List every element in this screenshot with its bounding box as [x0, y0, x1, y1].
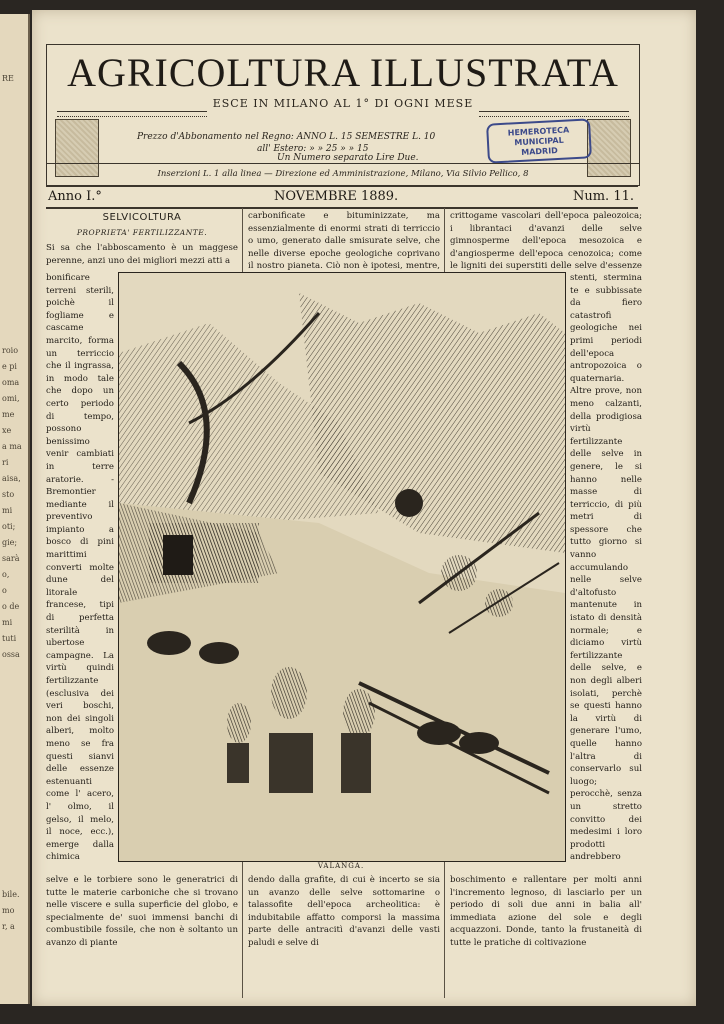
article-text: crittogame vascolari dell'epoca paleozoica; i librantaci d'avanzi delle selve gimnosperme dell'epoca mesozoica e d'angiosperme dell'epoca cenozoica; come le ligniti dei superstiti delle selve d'essenze — [450, 211, 642, 272]
price-estero: all' Estero: » » 25 » » 15 — [257, 144, 369, 154]
article-column-1-narrow — [46, 272, 114, 864]
stamp-line-1: HEMEROTECA — [507, 125, 570, 138]
edge-text-fragment: ossa — [2, 650, 20, 659]
edge-text-fragment: me — [2, 410, 15, 419]
edge-text-fragment: mi — [2, 618, 13, 627]
avalanche-illustration — [119, 273, 565, 861]
edge-text-fragment: RE — [2, 74, 14, 83]
section-subheading: PROPRIETA' FERTILIZZANTE. — [76, 227, 208, 237]
advertising-info: Inserzioni L. 1 alla linea — Direzione ed Amministrazione, Milano, Via Silvio Pellico, 8 — [157, 169, 529, 179]
edge-text-fragment: o — [2, 586, 7, 595]
edge-text-fragment: r, a — [2, 922, 15, 931]
stamp-line-3: MADRID — [521, 146, 559, 157]
edge-text-fragment: oti; — [2, 522, 16, 531]
subscription-prices — [137, 131, 435, 155]
vine-ornament-right — [479, 111, 629, 117]
edge-text-fragment: tuti — [2, 634, 17, 643]
masthead-subtitle: ESCE IN MILANO AL 1° DI OGNI MESE — [212, 97, 474, 110]
masthead — [46, 44, 640, 186]
article-text: bonificare terreni sterili, poichè il fogliame e cascame marcito, forma un terriccio che il ingrassa, in modo tale che dopo un certo periodo di tempo, possono benissimo venir cambiati in terre aratorie. - Bremontier mediante il preventivo impianto a bosco di pini marittimi converti molte dune del litorale francese, tipi di perfetta sterilità in ubertose campagne. La virtù quindi fertilizzante (esclusiva dei veri boschi, non dei singoli alberi, molto meno se fra questi sianvi delle essenze estenuanti come l' acero, l' olmo, il gelso, il melo, il noce, ecc.), emerge dalla chimica — [46, 273, 114, 863]
section-heading: SELVICOLTURA — [102, 212, 182, 223]
edge-text-fragment: mi — [2, 506, 13, 515]
article-column-2-bottom — [248, 874, 440, 1004]
figure-caption: VALANGA. — [317, 862, 365, 870]
article-column-3-top — [450, 210, 642, 272]
edge-text-fragment: omi, — [2, 394, 20, 403]
issue-year: Anno I.° — [48, 189, 102, 204]
price-regno: nel Regno: ANNO L. 15 SEMESTRE L. 10 — [244, 132, 436, 142]
adjacent-page-edge — [0, 14, 30, 1004]
edge-text-fragment: xe — [2, 426, 12, 435]
edge-text-fragment: o, — [2, 570, 10, 579]
issue-date: NOVEMBRE 1889. — [274, 189, 399, 204]
issue-number: Num. 11. — [572, 189, 634, 204]
edge-text-fragment: sarà — [2, 554, 20, 563]
vine-ornament-left — [57, 111, 207, 117]
article-text: boschimento e rallentare per molti anni l'incremento legnoso, di lasciarlo per un periodo di soli due anni in balia all' immediata azione del sole e degli acquazzoni. Donde, tanto la frustaneità di tutte le pratiche di coltivazione — [450, 875, 642, 948]
masthead-rule — [47, 163, 639, 164]
article-column-2-top — [248, 210, 440, 270]
issue-dateline — [46, 186, 638, 209]
article-text: stenti, stermina te e subbissate da fiero catastrofi geologiche nei primi periodi dell'epoca antropozoica o quaternaria. Altre prove, non meno calzanti, della prodigiosa virtù fertilizzante delle selve in genere, le si hanno nelle masse di terriccio, di più metri di spessore che tutto giorno si vanno accumulando nelle selve d'altofusto mantenute in istato di densità normale; e diciamo virtù fertilizzante delle selve, e non degli alberi isolati, perchè se questi hanno la virtù di generare l'umo, quelle hanno l'altra di conservarlo sul luogo; perocchè, senza un stretto convitto dei medesimi i loro prodotti andrebbero — [570, 273, 642, 863]
edge-text-fragment: mo — [2, 906, 15, 915]
avalanche-engraving — [118, 272, 566, 862]
article-column-1-bottom — [46, 874, 238, 1004]
edge-text-fragment: a ma — [2, 442, 22, 451]
price-label: Prezzo d'Abbonamento — [137, 132, 242, 142]
edge-text-fragment: oma — [2, 378, 20, 387]
article-text: selve e le torbiere sono le generatrici di tutte le materie carboniche che si trovano nelle viscere e sulla superficie del globo, e specialmente de' suoi immensi banchi di combustibile fossile, che non è soltanto un avanzo di piante — [46, 875, 238, 948]
edge-text-fragment: bile. — [2, 890, 20, 899]
article-column-3-bottom — [450, 874, 642, 1004]
edge-text-fragment: gie; — [2, 538, 18, 547]
library-stamp — [486, 118, 592, 163]
newspaper-page — [32, 10, 696, 1006]
edge-text-fragment: e pi — [2, 362, 17, 371]
edge-text-fragment: sto — [2, 490, 15, 499]
edge-text-fragment: o de — [2, 602, 20, 611]
single-issue-price: Un Numero separato Lire Due. — [277, 153, 419, 163]
article-column-3-narrow — [570, 272, 642, 864]
edge-text-fragment: ri — [2, 458, 9, 467]
article-text: Si sa che l'abboscamento è un maggese perenne, anzi uno dei migliori mezzi atti a — [46, 243, 238, 266]
masthead-title: AGRICOLTURA ILLUSTRATA — [67, 50, 619, 95]
stamp-line-2: MUNICIPAL — [514, 135, 564, 148]
article-text: dendo dalla grafite, di cui è incerto se sia un avanzo delle selve sottomarine o talassofite dell'epoca archeolitica: è indubitabile affatto comporsi la massima parte delle antracitì d'avanzi delle vasti paludi e selve di — [248, 875, 440, 948]
article-column-1-top — [46, 210, 238, 272]
article-text: carbonificate e bituminizzate, ma essenzialmente di enormi strati di terriccio o umo, generato dalle smisurate selve, che nelle diverse epoche geologiche coprivano il nostro pianeta. Ciò non è ipotesi, mentre, — [248, 211, 440, 270]
edge-text-fragment: roio — [2, 346, 19, 355]
edge-text-fragment: aisa, — [2, 474, 21, 483]
